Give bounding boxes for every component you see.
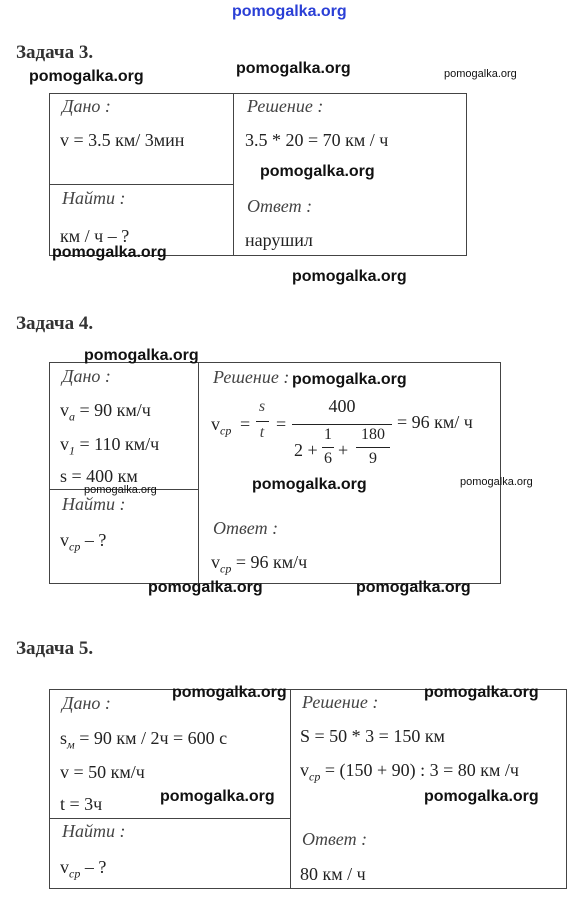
task4-den-bar1 bbox=[322, 447, 334, 448]
task5-solution-label: Решение : bbox=[302, 692, 379, 712]
watermark[interactable]: pomogalka.org bbox=[292, 371, 407, 388]
task4-den-2d: 9 bbox=[369, 450, 377, 467]
task4-den-1n: 1 bbox=[324, 426, 332, 443]
task4-title: Задача 4. bbox=[16, 313, 94, 334]
task5-divider bbox=[290, 689, 291, 889]
watermark[interactable]: pomogalka.org bbox=[84, 347, 199, 364]
task5-answer: 80 км / ч bbox=[300, 864, 366, 884]
task5-given-label: Дано : bbox=[62, 693, 111, 713]
task4-solution-label: Решение : bbox=[213, 367, 290, 387]
task5-answer-label: Ответ : bbox=[302, 829, 368, 849]
task5-find-label: Найти : bbox=[62, 821, 126, 841]
task3-find: км / ч – ? bbox=[60, 226, 130, 246]
task5-title: Задача 5. bbox=[16, 638, 94, 659]
task3-find-label: Найти : bbox=[62, 188, 126, 208]
task5-solution-line2: $v_{ср} = (150 + 90)$ : 3 = 80 км /ч bbox=[300, 760, 519, 784]
task4-eq-equals: = bbox=[240, 414, 251, 434]
task4-divider bbox=[198, 362, 199, 584]
task5-hdivider bbox=[49, 818, 290, 819]
task4-find: $v_{ср}$ – ? bbox=[60, 530, 107, 554]
task4-frac-t: t bbox=[259, 424, 265, 441]
task5-given-v: v = 50 км/ч bbox=[60, 762, 145, 782]
watermark-top[interactable]: pomogalka.org bbox=[232, 3, 347, 20]
task4-given-va: $v_a = 90$ км/ч bbox=[60, 400, 151, 424]
task3-title: Задача 3. bbox=[16, 42, 94, 63]
watermark[interactable]: pomogalka.org bbox=[172, 684, 287, 701]
watermark[interactable]: pomogalka.org bbox=[460, 476, 533, 488]
task3-hdivider bbox=[49, 184, 233, 185]
watermark[interactable]: pomogalka.org bbox=[252, 476, 367, 493]
task5-solution-line1: S = 50 * 3 = 150 км bbox=[300, 726, 445, 746]
task4-given-v1: $v_1 = 110$ км/ч bbox=[60, 434, 160, 458]
task5-given-t: t = 3ч bbox=[60, 794, 103, 814]
task4-result: = 96 км/ ч bbox=[397, 412, 473, 432]
task3-given-label: Дано : bbox=[62, 96, 111, 116]
watermark[interactable]: pomogalka.org bbox=[29, 68, 144, 85]
task4-den-plus: + bbox=[338, 440, 349, 460]
task3-answer-label: Ответ : bbox=[247, 196, 313, 216]
task4-given-label: Дано : bbox=[62, 366, 111, 386]
task4-given-s: s = 400 км bbox=[60, 466, 138, 486]
task3-given: v = 3.5 км/ 3мин bbox=[60, 130, 185, 150]
task4-frac-bar bbox=[256, 421, 269, 422]
watermark[interactable]: pomogalka.org bbox=[260, 163, 375, 180]
watermark[interactable]: pomogalka.org bbox=[424, 788, 539, 805]
watermark[interactable]: pomogalka.org bbox=[236, 60, 351, 77]
task4-eq-equals2: = bbox=[276, 414, 287, 434]
watermark[interactable]: pomogalka.org bbox=[424, 684, 539, 701]
task3-divider bbox=[233, 93, 234, 256]
task4-den-a: 2 + bbox=[294, 440, 318, 460]
watermark[interactable]: pomogalka.org bbox=[52, 244, 167, 261]
task4-den-1d: 6 bbox=[324, 450, 332, 467]
task4-answer: $v_{ср} = 96$ км/ч bbox=[211, 552, 308, 576]
task4-numerator: 400 bbox=[328, 396, 356, 416]
task4-answer-label: Ответ : bbox=[213, 518, 279, 538]
watermark[interactable]: pomogalka.org bbox=[148, 579, 263, 596]
task4-eq-v: $v_{ср}$ bbox=[211, 414, 232, 438]
watermark[interactable]: pomogalka.org bbox=[160, 788, 275, 805]
task4-frac-s: s bbox=[258, 398, 266, 415]
watermark[interactable]: pomogalka.org bbox=[292, 268, 407, 285]
task4-den-2n: 180 bbox=[361, 426, 385, 443]
task5-given-sm: $s_м = 90$ км / 2ч = 600 с bbox=[60, 728, 228, 752]
watermark[interactable]: pomogalka.org bbox=[84, 484, 157, 496]
task4-find-label: Найти : bbox=[62, 494, 126, 514]
task4-den-bar2 bbox=[356, 447, 390, 448]
task4-main-bar bbox=[292, 424, 392, 425]
watermark[interactable]: pomogalka.org bbox=[444, 68, 517, 80]
task3-solution-label: Решение : bbox=[247, 96, 324, 116]
task3-solution: 3.5 * 20 = 70 км / ч bbox=[245, 130, 389, 150]
task3-answer: нарушил bbox=[245, 230, 313, 250]
task5-find: $v_{ср}$ – ? bbox=[60, 857, 107, 881]
watermark[interactable]: pomogalka.org bbox=[356, 579, 471, 596]
